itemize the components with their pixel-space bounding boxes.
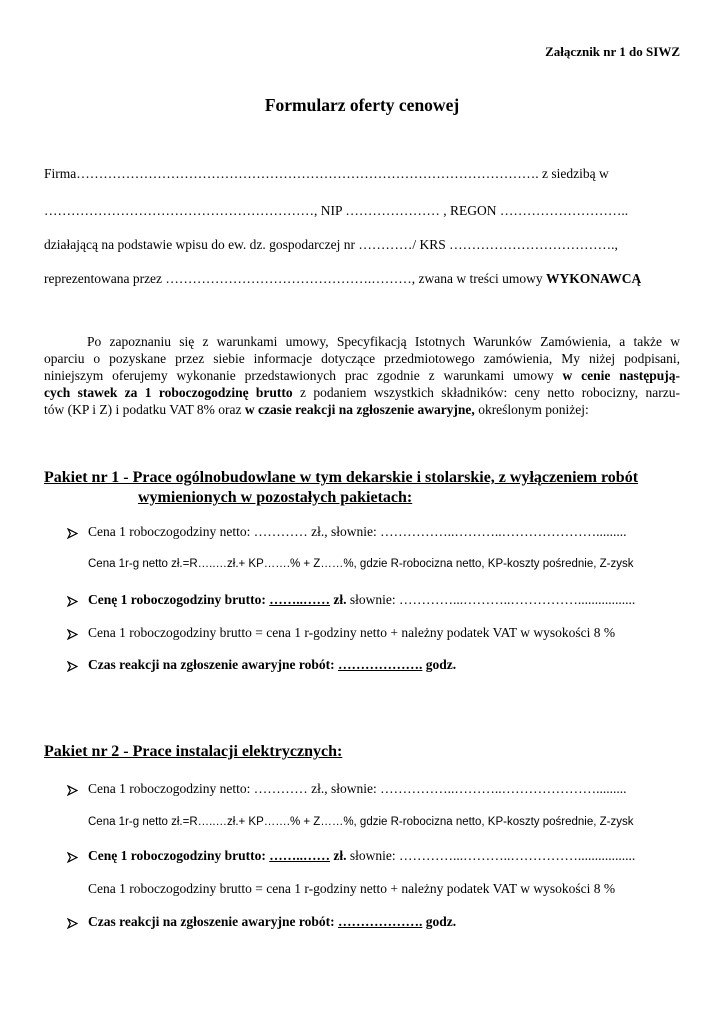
form-line-company: Firma…………………………………………………………………………………………. z siedzibą w: [44, 166, 609, 181]
intro-line: cych stawek za 1 roboczogodzinę brutto z podaniem wszystkich składników: ceny netto robocizny, narzu-: [44, 385, 680, 400]
package-1-heading: Pakiet nr 1 - Prace ogólnobudowlane w tym dekarskie i stolarskie, z wyłączeniem robót: [44, 469, 639, 486]
package-1-net-price: Cena 1 roboczogodziny netto: ………… zł., słownie: ……………..………..………………….........: [88, 524, 627, 539]
intro-line: tów (KP i Z) i podatku VAT 8% oraz w czasie reakcji na zgłoszenie awaryjne, określonym poniżej:: [44, 402, 589, 417]
arrow-bullet-icon: [67, 596, 78, 607]
package-2-net-formula: Cena 1r-g netto zł.=R…..…zł.+ KP…….% + Z……%, gdzie R-robocizna netto, KP-koszty pośrednie, Z-zysk: [88, 816, 634, 828]
form-line-represented: [44, 271, 641, 287]
form-line-krs: działającą na podstawie wpisu do ew. dz. gospodarczej nr …………/ KRS ……………………………….,: [44, 237, 618, 252]
package-2-heading: Pakiet nr 2 - Prace instalacji elektrycznych:: [44, 743, 343, 760]
arrow-bullet-icon: [67, 528, 78, 539]
package-1-gross-formula: Cena 1 roboczogodziny brutto = cena 1 r-godziny netto + należny podatek VAT w wysokości 8 %: [88, 625, 616, 640]
arrow-bullet-icon: [67, 918, 78, 929]
intro-line: niniejszym oferujemy wykonanie przedstawionych prac zgodnie z warunkami umowy w cenie następują-: [44, 368, 680, 383]
attachment-label: Załącznik nr 1 do SIWZ: [545, 44, 680, 59]
intro-line: oparciu o pozyskane przez siebie informacje dotyczące przedmiotowego zamówienia, My niżej podpisani,: [44, 351, 680, 366]
form-line-represented-text: reprezentowana przez ……………………………………….………, zwana w treści umowy: [44, 271, 546, 286]
intro-line: Po zapoznaniu się z warunkami umowy, Specyfikacją Istotnych Warunków Zamówienia, a także w: [87, 334, 680, 349]
package-1-reaction-time: Czas reakcji na zgłoszenie awaryjne robót: ………………. godz.: [88, 657, 457, 672]
arrow-bullet-icon: [67, 852, 78, 863]
package-2-gross-price: Cenę 1 roboczogodziny brutto: ……..…… zł. słownie: …………...………..…………….................: [88, 848, 636, 863]
arrow-bullet-icon: [67, 629, 78, 640]
form-line-nip-regon: ……………………………………………………, NIP ………………… , REGON ………………………..: [44, 203, 629, 218]
intro-paragraph: [44, 333, 680, 418]
arrow-bullet-icon: [67, 661, 78, 672]
package-2-reaction-time: Czas reakcji na zgłoszenie awaryjne robót: ………………. godz.: [88, 914, 457, 929]
contractor-label: WYKONAWCĄ: [546, 271, 642, 286]
page-title: Formularz oferty cenowej: [264, 95, 460, 115]
arrow-bullet-icon: [67, 785, 78, 796]
package-2-gross-formula: Cena 1 roboczogodziny brutto = cena 1 r-godziny netto + należny podatek VAT w wysokości 8 %: [88, 881, 616, 896]
package-1-gross-price: Cenę 1 roboczogodziny brutto: ……..…… zł. słownie: …………...………..…………….................: [88, 592, 636, 607]
package-1-heading-cont: wymienionych w pozostałych pakietach:: [138, 489, 413, 506]
package-1-net-formula: Cena 1r-g netto zł.=R…..…zł.+ KP…….% + Z……%, gdzie R-robocizna netto, KP-koszty pośrednie, Z-zysk: [88, 558, 634, 570]
package-2-net-price: Cena 1 roboczogodziny netto: ………… zł., słownie: ……………..………..………………….........: [88, 781, 627, 796]
